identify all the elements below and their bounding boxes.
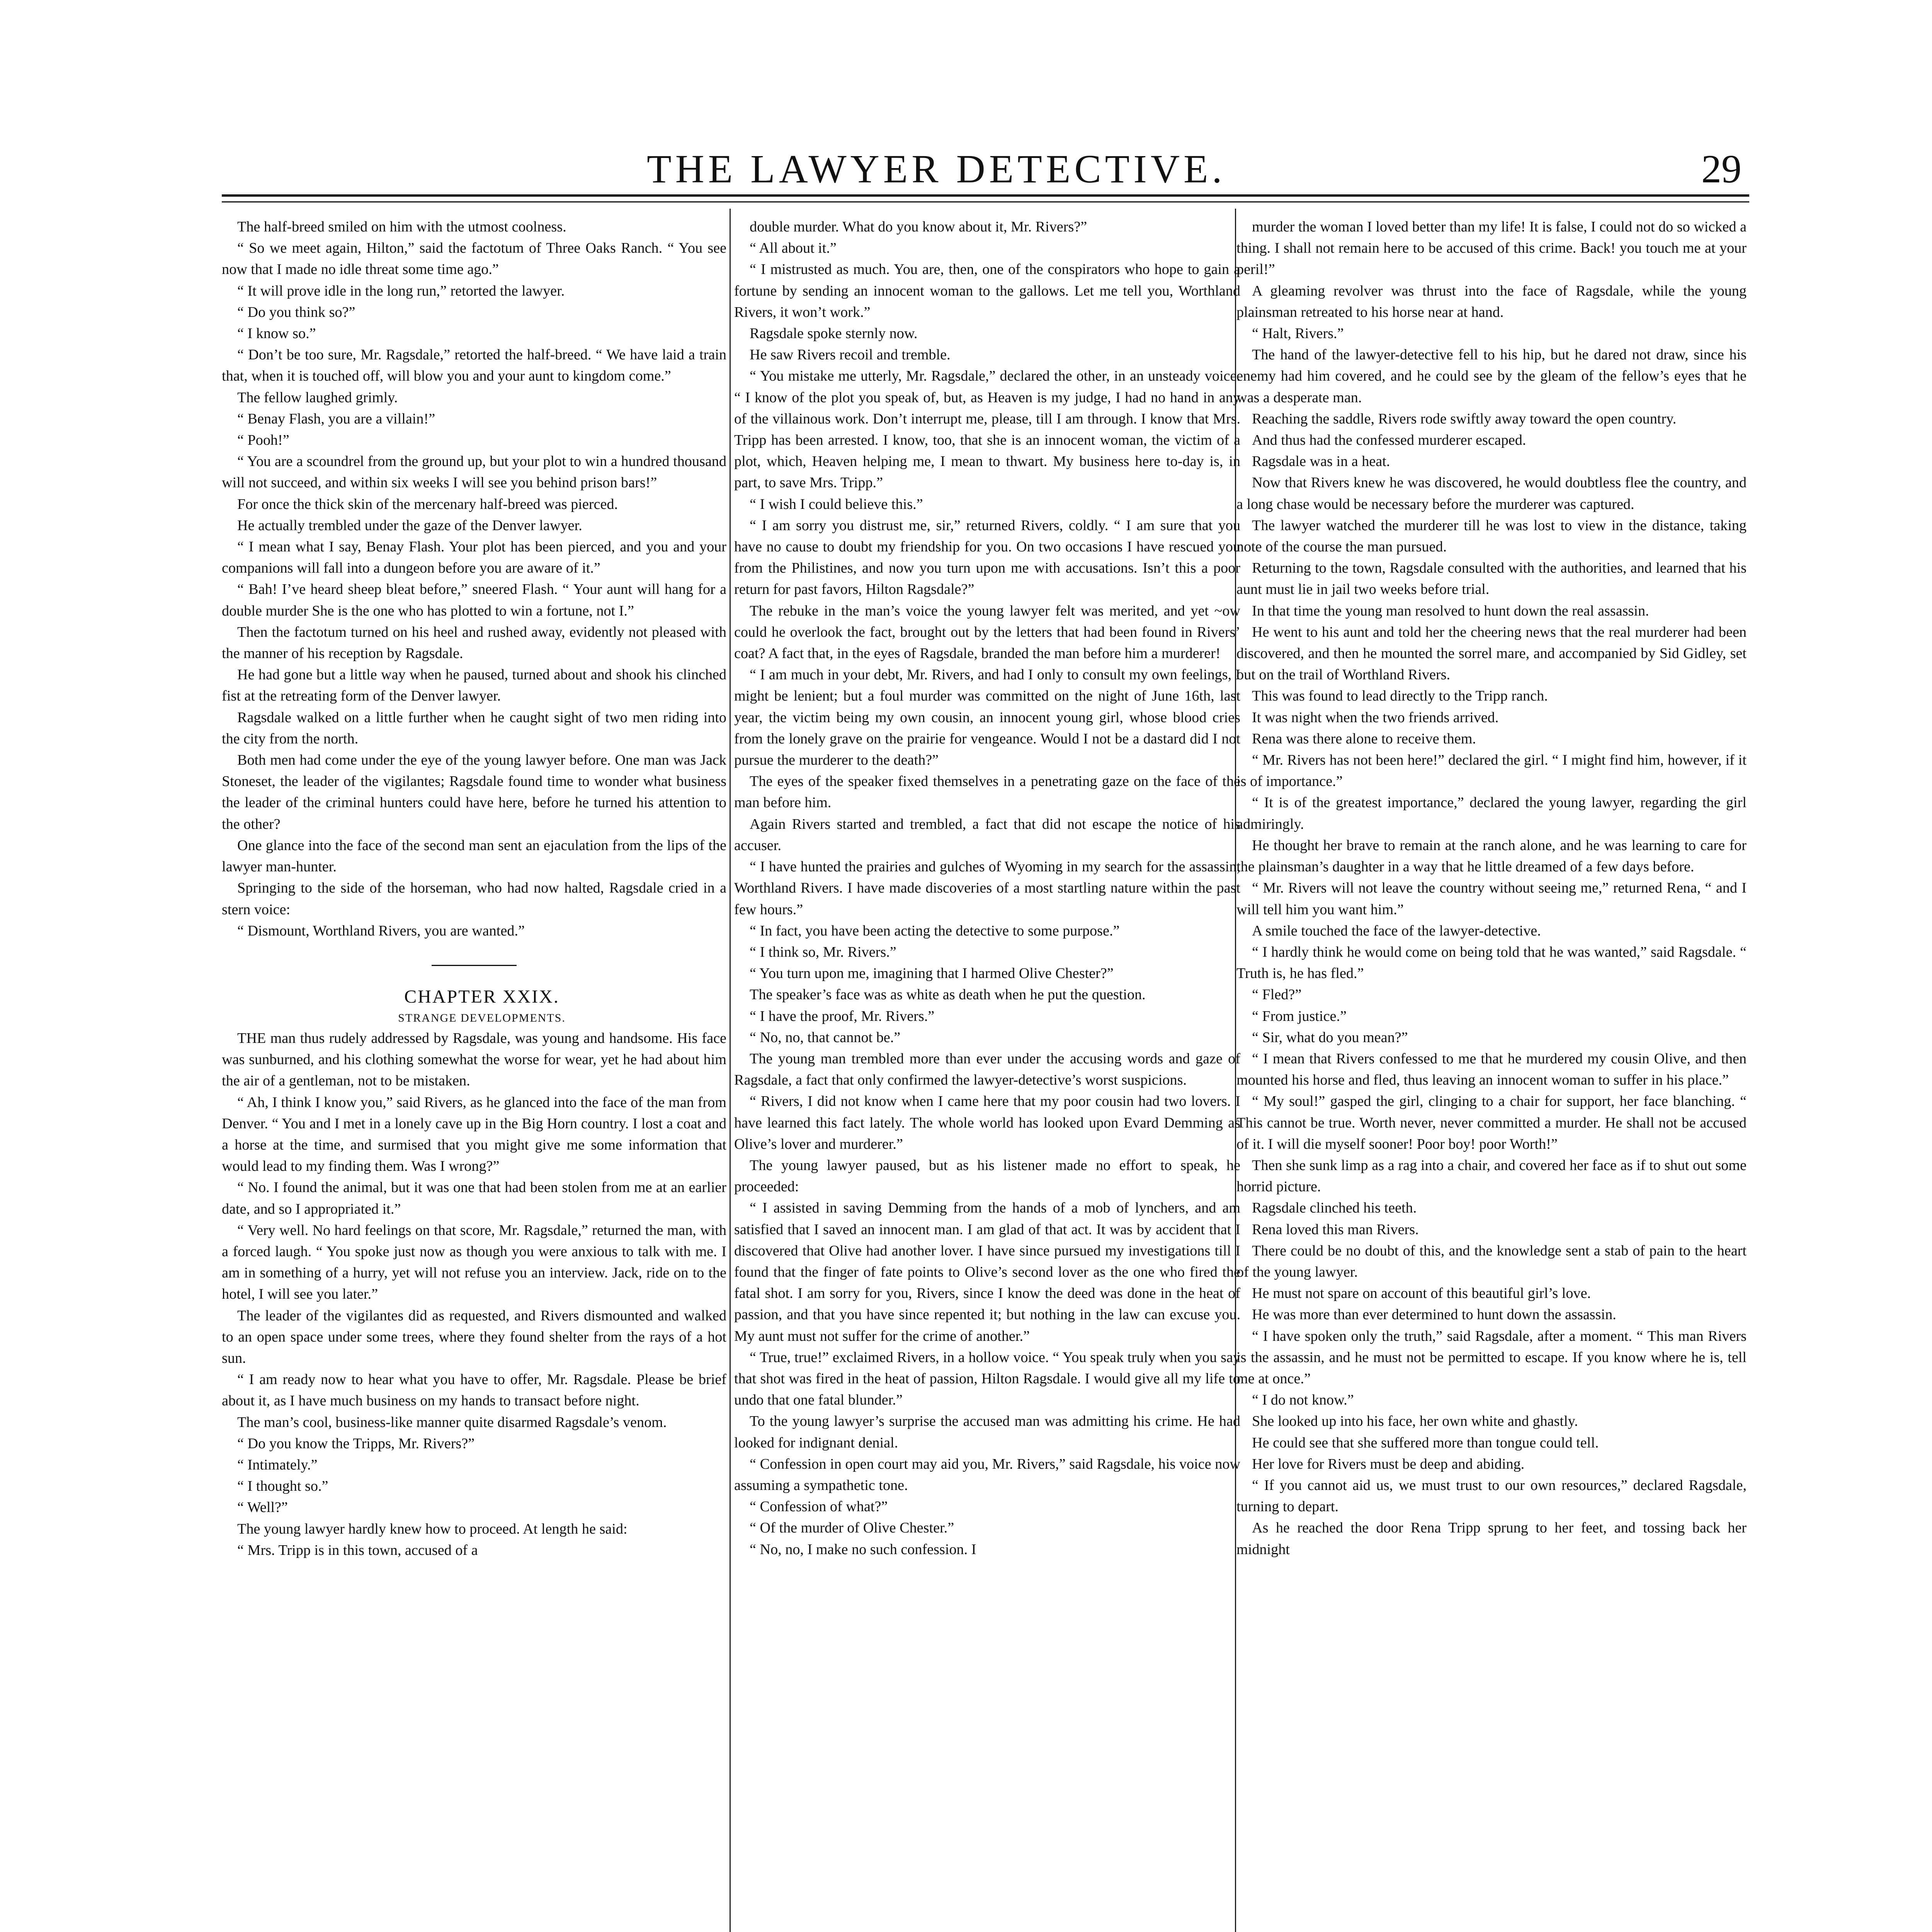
paragraph: “ Mr. Rivers has not been here!” declared the girl. “ I might find him, however, if it is of importance.” (1236, 752, 1747, 790)
paragraph: “ Don’t be too sure, Mr. Ragsdale,” retorted the half-breed. “ We have laid a train that, when it is touched off, will blow you and your aunt to kingdom come.” (222, 347, 726, 384)
paragraph: A gleaming revolver was thrust into the face of Ragsdale, while the young plainsman retreated to his horse near at hand. (1236, 282, 1747, 320)
paragraph: For once the thick skin of the mercenary half-breed was pierced. (237, 496, 618, 512)
paragraph: To the young lawyer’s surprise the accused man was admitting his crime. He had looked for indignant denial. (734, 1413, 1240, 1451)
paragraph: The fellow laughed grimly. (237, 389, 398, 406)
paragraph: He had gone but a little way when he paused, turned about and shook his clinched fist at the retreating form of the Denver lawyer. (222, 667, 726, 704)
paragraph: THE man thus rudely addressed by Ragsdale, was young and handsome. His face was sunburned, and his clothing somewhat the worse for wear, yet he had about him the air of a gentleman, not to be mistaken. (222, 1030, 726, 1089)
paragraph: “ Confession in open court may aid you, Mr. Rivers,” said Ragsdale, his voice now assuming a sympathetic tone. (734, 1456, 1240, 1493)
paragraph: “ Dismount, Worthland Rivers, you are wanted.” (237, 922, 525, 939)
paragraph: The rebuke in the man’s voice the young lawyer felt was merited, and yet ~ow could he overlook the fact, brought out by the letters that had been found in Rivers’ coat? A fact that, in the eyes of Ragsdale, branded the man before him a murderer! (734, 602, 1240, 662)
paragraph: “ Fled?” (1252, 986, 1302, 1003)
paragraph: “ I am ready now to hear what you have to offer, Mr. Ragsdale. Please be brief about it, as I have much business on my hands to transact before night. (222, 1371, 726, 1409)
paragraph: This was found to lead directly to the Tripp ranch. (1252, 688, 1548, 704)
paragraph: Ragsdale spoke sternly now. (750, 325, 918, 342)
paragraph: “ Sir, what do you mean?” (1252, 1029, 1408, 1046)
paragraph: “ Pooh!” (237, 432, 289, 449)
paragraph: “ I have spoken only the truth,” said Ragsdale, after a moment. “ This man Rivers is the assassin, and he must not be permitted to escape. If you know where he is, tell me at once.” (1236, 1328, 1747, 1387)
paragraph: The young man trembled more than ever under the accusing words and gaze of Ragsdale, a fact that only confirmed the lawyer-detective’s worst suspicions. (734, 1050, 1240, 1088)
paragraph: Returning to the town, Ragsdale consulted with the authorities, and learned that his aunt must lie in jail two weeks before trial. (1236, 560, 1747, 598)
paragraph: Ragsdale clinched his teeth. (1252, 1200, 1417, 1216)
paragraph: “ If you cannot aid us, we must trust to our own resources,” declared Ragsdale, turning to depart. (1236, 1477, 1747, 1515)
paragraph: Then she sunk limp as a rag into a chair, and covered her face as if to shut out some horrid picture. (1236, 1157, 1747, 1195)
column-1-chapter-body (222, 1028, 726, 1561)
paragraph: Ragsdale was in a heat. (1252, 453, 1390, 470)
paragraph: “ No. I found the animal, but it was one that had been stolen from me at an earlier date, and so I appropriated it.” (222, 1179, 726, 1217)
paragraph: “ I assisted in saving Demming from the hands of a mob of lynchers, and am satisfied that I saved an innocent man. I am glad of that act. It was by accident that I discovered that Olive had another lover. I have since pursued my investigations till I found that the finger of fate points to Olive’s second lover as the one who fired the fatal shot. I am sorry for you, Rivers, since I know the deed was done in the heat of passion, and that you have since repented it; but nothing in the law can excuse you. My aunt must not suffer for the crime of another.” (734, 1200, 1240, 1344)
paragraph: The young lawyer paused, but as his listener made no effort to speak, he proceeded: (734, 1157, 1240, 1195)
paragraph: “ Do you know the Tripps, Mr. Rivers?” (237, 1435, 475, 1452)
paragraph: “ I thought so.” (237, 1478, 328, 1495)
paragraph: “ Rivers, I did not know when I came here that my poor cousin had two lovers. I have learned this fact lately. The whole world has looked upon Evard Demming as Olive’s lover and murderer.” (734, 1093, 1240, 1152)
chapter-heading: CHAPTER XXIX. (404, 986, 560, 1007)
paragraph: A smile touched the face of the lawyer-detective. (1252, 922, 1541, 939)
paragraph: The eyes of the speaker fixed themselves in a penetrating gaze on the face of the man before him. (734, 773, 1240, 811)
paragraph: He could see that she suffered more than tongue could tell. (1252, 1434, 1599, 1451)
paragraph: “ From justice.” (1252, 1008, 1347, 1024)
paragraph: “ Do you think so?” (237, 304, 355, 320)
paragraph: “ I wish I could believe this.” (750, 496, 923, 512)
paragraph: Then the factotum turned on his heel and rushed away, evidently not pleased with the manner of his reception by Ragsdale. (222, 624, 726, 662)
paragraph: The speaker’s face was as white as death when he put the question. (750, 986, 1146, 1003)
column-divider (730, 209, 731, 1932)
paragraph: “ I have the proof, Mr. Rivers.” (750, 1008, 935, 1024)
paragraph: “ Well?” (237, 1499, 288, 1516)
paragraph: He went to his aunt and told her the cheering news that the real murderer had been discovered, and then he mounted the sorrel mare, and accompanied by Sid Gidley, set out on the trail of Worthland Rivers. (1236, 624, 1747, 683)
text-column-2 (734, 216, 1240, 1932)
paragraph: “ I am much in your debt, Mr. Rivers, and had I only to consult my own feelings, I might be lenient; but a foul murder was committed on the night of June 16th, last year, the victim being my own cousin, an innocent young girl, whose blood cries from the lonely grave on the prairie for vengeance. Would I not be a dastard did I not pursue the murderer to the death?” (734, 667, 1240, 769)
paragraph: One glance into the face of the second man sent an ejaculation from the lips of the lawyer man-hunter. (222, 837, 726, 875)
paragraph: As he reached the door Rena Tripp sprung to her feet, and tossing back her midnight (1236, 1520, 1747, 1558)
page-title: THE LAWYER DETECTIVE. (647, 147, 1226, 191)
header-rule-thin (222, 201, 1749, 202)
header-rule (222, 194, 1749, 197)
paragraph: The hand of the lawyer-detective fell to his hip, but he dared not draw, since his enemy had him covered, and he could see by the gleam of the fellow’s eyes that he was a desperate man. (1236, 347, 1747, 406)
chapter-subheading: STRANGE DEVELOPMENTS. (398, 1011, 566, 1024)
chapter-separator-rule (432, 965, 517, 966)
paragraph: He must not spare on account of this beautiful girl’s love. (1252, 1285, 1591, 1302)
paragraph: “ My soul!” gasped the girl, clinging to a chair for support, her face blanching. “ This cannot be true. Worth never, never committed a murder. He shall not be accused of it. I will die myself sooner! Poor boy! poor Worth!” (1236, 1093, 1747, 1152)
paragraph: “ Halt, Rivers.” (1252, 325, 1344, 342)
paragraph: “ All about it.” (750, 240, 837, 257)
paragraph: “ You are a scoundrel from the ground up, but your plot to win a hundred thousand will not succeed, and within six weeks I will see you behind prison bars!” (222, 453, 726, 491)
text-column-1 (222, 216, 726, 1932)
paragraph: “ So we meet again, Hilton,” said the factotum of Three Oaks Ranch. “ You see now that I made no idle threat some time ago.” (222, 240, 726, 278)
paragraph: “ Ah, I think I know you,” said Rivers, as he glanced into the face of the man from Denver. “ You and I met in a lonely cave up in the Big Horn country. I lost a coat and a horse at the time, and surmised that you might give me some information that would lead to my finding them. Was I wrong?” (222, 1094, 726, 1175)
paragraph: “ Confession of what?” (750, 1498, 888, 1515)
paragraph: “ I do not know.” (1252, 1392, 1354, 1408)
paragraph: He saw Rivers recoil and tremble. (750, 347, 951, 363)
paragraph: “ No, no, I make no such confession. I (750, 1541, 976, 1558)
paragraph: “ Bah! I’ve heard sheep bleat before,” sneered Flash. “ Your aunt will hang for a double murder She is the one who has plotted to win a fortune, not I.” (222, 581, 726, 619)
paragraph: There could be no doubt of this, and the knowledge sent a stab of pain to the heart of the young lawyer. (1236, 1242, 1747, 1280)
paragraph: He actually trembled under the gaze of the Denver lawyer. (237, 517, 582, 534)
paragraph: The young lawyer hardly knew how to proceed. At length he said: (237, 1520, 628, 1537)
paragraph: “ It is of the greatest importance,” declared the young lawyer, regarding the girl admiringly. (1236, 794, 1747, 832)
paragraph: “ Very well. No hard feelings on that score, Mr. Ragsdale,” returned the man, with a forced laugh. “ You spoke just now as though you were anxious to talk with me. I am in something of a hurry, yet will not refuse you an interview. Jack, ride on to the hotel, I will see you later.” (222, 1222, 726, 1303)
paragraph: “ I have hunted the prairies and gulches of Wyoming in my search for the assassin, Worthland Rivers. I have made discoveries of a most startling nature within the past few hours.” (734, 859, 1240, 918)
paragraph: “ I think so, Mr. Rivers.” (750, 944, 896, 960)
paragraph: Her love for Rivers must be deep and abiding. (1252, 1456, 1525, 1472)
paragraph: Again Rivers started and trembled, a fact that did not escape the notice of his accuser. (734, 816, 1240, 854)
paragraph: “ True, true!” exclaimed Rivers, in a hollow voice. “ You speak truly when you say that shot was fired in the heat of passion, Hilton Ragsdale. I would give all my life to undo that one fatal blunder.” (734, 1349, 1240, 1408)
paragraph: Ragsdale walked on a little further when he caught sight of two men riding into the city from the north. (222, 709, 726, 747)
paragraph: In that time the young man resolved to hunt down the real assassin. (1252, 602, 1649, 619)
text-column-3 (1236, 216, 1747, 1932)
paragraph: Rena was there alone to receive them. (1252, 730, 1476, 747)
paragraph: The man’s cool, business-like manner quite disarmed Ragsdale’s venom. (237, 1414, 667, 1430)
paragraph: double murder. What do you know about it, Mr. Rivers?” (750, 219, 1087, 235)
paragraph: “ In fact, you have been acting the detective to some purpose.” (750, 922, 1120, 939)
paragraph: The leader of the vigilantes did as requested, and Rivers dismounted and walked to an open space under some trees, where they found shelter from the rays of a hot sun. (222, 1307, 726, 1366)
paragraph: “ Mr. Rivers will not leave the country without seeing me,” returned Rena, “ and I will tell him you want him.” (1236, 880, 1747, 918)
paragraph: “ Mrs. Tripp is in this town, accused of a (237, 1542, 478, 1558)
paragraph: Both men had come under the eye of the young lawyer before. One man was Jack Stoneset, the leader of the vigilantes; Ragsdale found time to wonder what business the leader of the criminal hunters could have here, before he turned his attention to the other? (222, 752, 726, 832)
running-head (222, 148, 1749, 190)
paragraph: “ Of the murder of Olive Chester.” (750, 1520, 954, 1536)
paragraph: Rena loved this man Rivers. (1252, 1221, 1419, 1238)
column-3-body (1236, 216, 1747, 1560)
paragraph: “ I mean what I say, Benay Flash. Your plot has been pierced, and you and your companions will fall into a dungeon before you are aware of it.” (222, 539, 726, 577)
paragraph: Springing to the side of the horseman, who had now halted, Ragsdale cried in a stern voice: (222, 880, 726, 918)
column-2-body (734, 216, 1240, 1560)
paragraph: “ You mistake me utterly, Mr. Ragsdale,” declared the other, in an unsteady voice. “ I know of the plot you speak of, but, as Heaven is my judge, I had no hand in any of the villainous work. Don’t interrupt me, please, till I am through. I know that Mrs. Tripp has been arrested. I know, too, that she is an innocent woman, the victim of a plot, which, Heaven helping me, I mean to thwart. My business here to-day is, in part, to save Mrs. Tripp.” (734, 368, 1240, 491)
page-number: 29 (1701, 147, 1742, 191)
paragraph: “ I am sorry you distrust me, sir,” returned Rivers, coldly. “ I am sure that you have no cause to doubt my friendship for you. On two occasions I have rescued you from the Philistines, and now you turn upon me with accusations. Isn’t this a poor return for past favors, Hilton Ragsdale?” (734, 517, 1240, 598)
paragraph: He was more than ever determined to hunt down the assassin. (1252, 1306, 1616, 1323)
paragraph: And thus had the confessed murderer escaped. (1252, 432, 1526, 449)
paragraph: “ Intimately.” (237, 1456, 318, 1473)
paragraph: “ Benay Flash, you are a villain!” (237, 410, 435, 427)
paragraph: The half-breed smiled on him with the utmost coolness. (237, 219, 566, 235)
paragraph: “ I mean that Rivers confessed to me that he murdered my cousin Olive, and then mounted his horse and fled, thus leaving an innocent woman to suffer in his place.” (1236, 1050, 1747, 1088)
paragraph: “ You turn upon me, imagining that I harmed Olive Chester?” (750, 965, 1114, 982)
paragraph: “ I know so.” (237, 325, 316, 342)
paragraph: “ It will prove idle in the long run,” retorted the lawyer. (237, 282, 565, 299)
paragraph: The lawyer watched the murderer till he was lost to view in the distance, taking note of the course the man pursued. (1236, 517, 1747, 555)
column-1-body (222, 216, 726, 942)
paragraph: “ I hardly think he would come on being told that he was wanted,” said Ragsdale. “ Truth is, he has fled.” (1236, 944, 1747, 982)
paragraph: She looked up into his face, her own white and ghastly. (1252, 1413, 1578, 1430)
paragraph: It was night when the two friends arrived. (1252, 709, 1499, 726)
paragraph: Reaching the saddle, Rivers rode swiftly away toward the open country. (1252, 410, 1677, 427)
paragraph: murder the woman I loved better than my life! It is false, I could not do so wicked a thing. I shall not remain here to be accused of this crime. Back! you touch me at your peril!” (1236, 219, 1747, 278)
paragraph: “ No, no, that cannot be.” (750, 1029, 901, 1046)
paragraph: “ I mistrusted as much. You are, then, one of the conspirators who hope to gain a fortune by sending an innocent woman to the gallows. Let me tell you, Worthland Rivers, it won’t work.” (734, 261, 1240, 320)
paragraph: He thought her brave to remain at the ranch alone, and he was learning to care for the plainsman’s daughter in a way that he little dreamed of a few days before. (1236, 837, 1747, 875)
paragraph: Now that Rivers knew he was discovered, he would doubtless flee the country, and a long chase would be necessary before the murderer was captured. (1236, 474, 1747, 512)
